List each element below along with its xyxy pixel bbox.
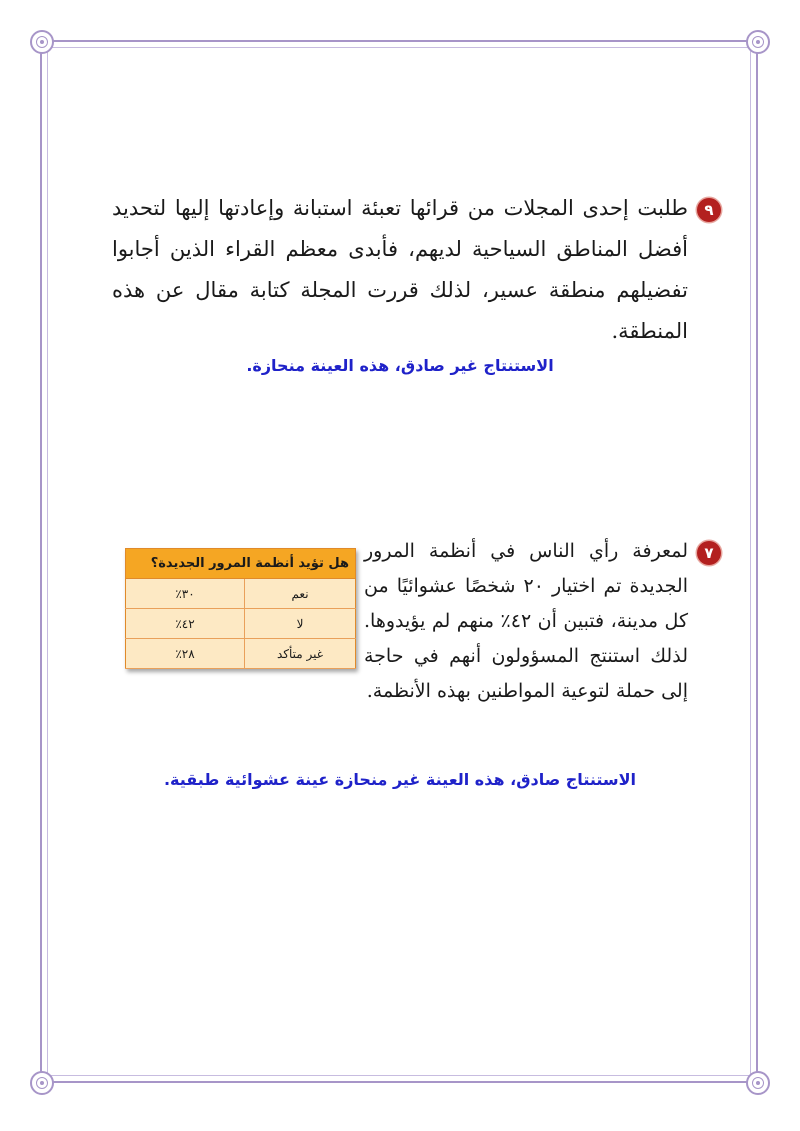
corner-ornament-icon [30,1071,54,1095]
corner-ornament-icon [30,30,54,54]
survey-row-label: نعم [245,579,356,609]
question-9-answer: الاستنتاج غير صادق، هذه العينة منحازة. [246,356,554,375]
survey-row-label: لا [245,609,356,639]
corner-ornament-icon [746,30,770,54]
question-7-text: لمعرفة رأي الناس في أنظمة المرور الجديدة تم اختيار ٢٠ شخصًا عشوائيًا من كل مدينة، فتبين أن ٤٢٪ منهم لم يؤيدوها. لذلك استنتج المسؤولون أنهم في حاجة إلى حملة لتوعية المواطنين بهذه الأنظمة. [364,540,689,702]
survey-table [125,548,356,669]
survey-table-title: هل تؤيد أنظمة المرور الجديدة؟ [126,549,356,579]
survey-row-label: غير متأكد [245,639,356,669]
survey-row-value: ٤٢٪ [126,609,245,639]
corner-ornament-icon [746,1071,770,1095]
question-9-number-badge: ٩ [697,198,721,222]
survey-row-value: ٢٨٪ [126,639,245,669]
table-row [126,609,356,639]
table-row [126,639,356,669]
survey-row-value: ٣٠٪ [126,579,245,609]
question-9-text: طلبت إحدى المجلات من قرائها تعبئة استبانة وإعادتها إليها لتحديد أفضل المناطق السياحية لديهم، فأبدى معظم القراء الذين أجابوا تفضيلهم منطقة عسير، لذلك قررت المجلة كتابة مقال عن هذه المنطقة. [112,196,688,343]
question-7-answer: الاستنتاج صادق، هذه العينة غير منحازة عينة عشوائية طبقية. [163,770,637,789]
question-7-number-badge: ٧ [697,541,721,565]
table-row [126,579,356,609]
